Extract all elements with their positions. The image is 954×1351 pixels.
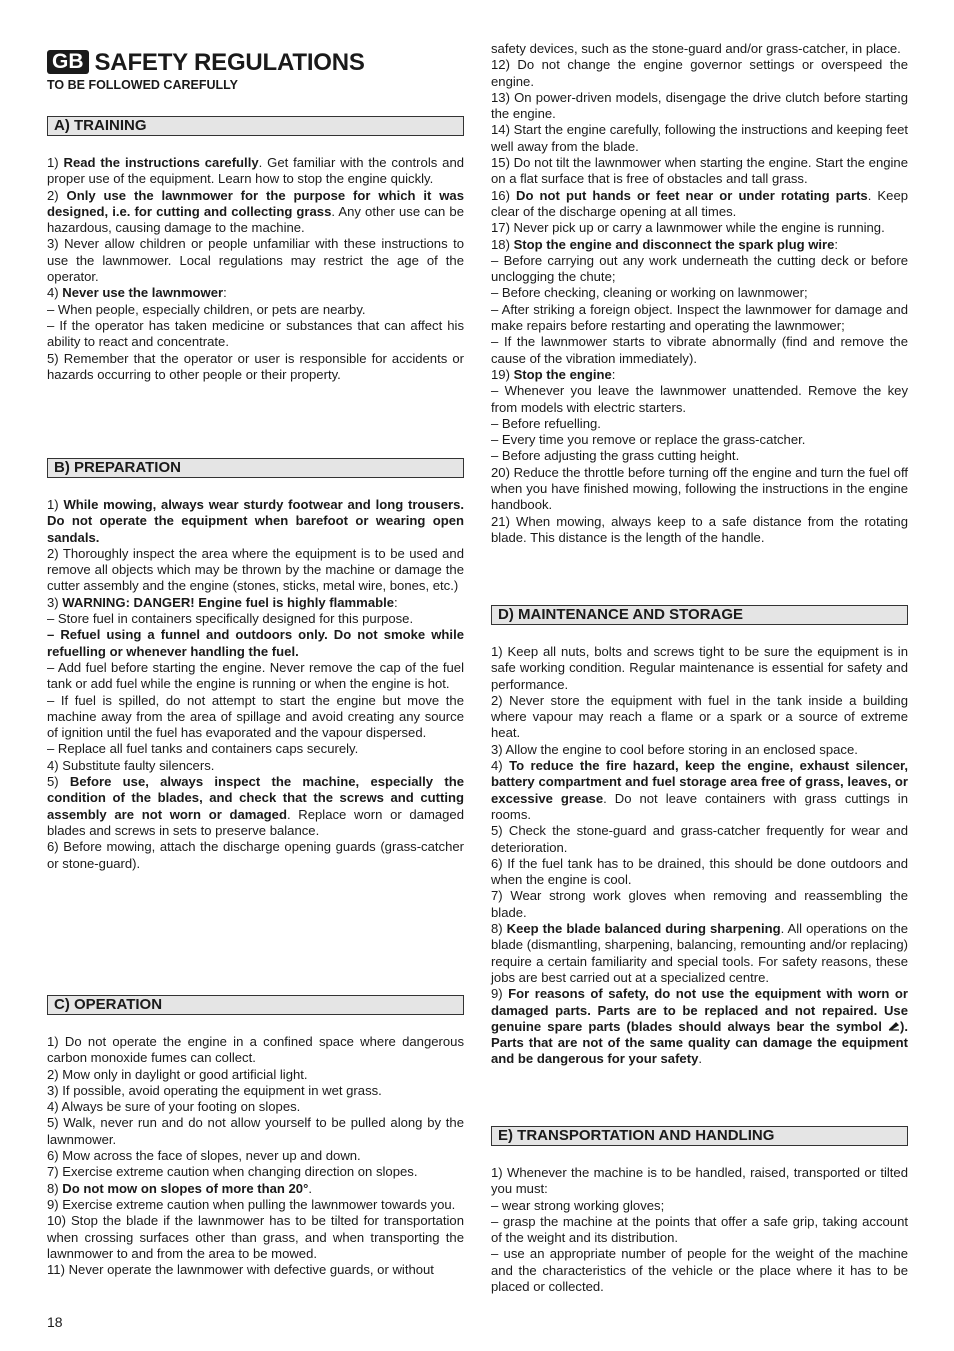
page-title: SAFETY REGULATIONS — [94, 49, 365, 76]
list-item — [491, 888, 908, 921]
list-item — [47, 1262, 464, 1278]
list-item — [491, 432, 908, 448]
item-text: 7) Wear strong work gloves when removing and reassembling the blade. — [491, 888, 908, 920]
item-text: 5) — [47, 774, 70, 790]
item-text: – Before carrying out any work underneath the cutting deck or before unclogging the chute; — [491, 252, 908, 285]
list-item — [491, 644, 908, 693]
item-text: 1) Keep all nuts, bolts and screws tight to be sure the equipment is in safe working condition. Regular maintenance is essential for safety and performance. — [491, 644, 908, 692]
list-item — [47, 1164, 464, 1180]
item-text: – use an appropriate number of people for the weight of the machine and the characteristics of the vehicle or the place where it has to be placed or collected. — [491, 1246, 908, 1295]
list-item — [47, 546, 464, 595]
list-item — [491, 986, 908, 1067]
item-text: 2) Mow only in daylight or good artificial light. — [47, 1066, 308, 1082]
item-text: 5) Check the stone-guard and grass-catcher frequently for wear and deterioration. — [491, 823, 908, 855]
list-item — [47, 1034, 464, 1067]
item-emphasis: Do not put hands or feet near or under rotating parts — [516, 187, 868, 203]
item-text: . All operations on the blade (dismantling, sharpening, balancing, remounting and/or replacing) require a certain familiarity and special tools. For safety reasons, these jobs are best carried out at a specialized centre. — [491, 921, 909, 985]
item-emphasis: – Refuel using a funnel and outdoors only. Do not smoke while refuelling or whenever handling the fuel. — [47, 627, 464, 659]
list-item — [491, 57, 908, 90]
list-item — [491, 823, 908, 856]
item-text: . — [698, 1051, 702, 1067]
item-text: 1) — [47, 155, 64, 170]
list-item — [47, 741, 464, 757]
list-item — [491, 742, 908, 758]
section-body-transportation — [491, 1165, 908, 1295]
item-text: 4) — [47, 285, 63, 301]
section-heading-operation: C) OPERATION — [47, 995, 464, 1015]
list-item — [491, 448, 908, 464]
list-item — [491, 367, 908, 383]
item-text: 9) Exercise extreme caution when pulling the lawnmower towards you. — [47, 1196, 456, 1212]
item-emphasis: Before use, always inspect the machine, especially the condition of the blades, and check that the screws and cutting assembly are not worn or damaged — [47, 774, 464, 822]
item-text: – If fuel is spilled, do not attempt to start the engine but move the machine away from the area of spillage and avoid creating any source of ignition until the fuel has evaporated and the vapour dispersed. — [47, 692, 464, 741]
item-text: 3) Never allow children or people unfamiliar with these instructions to use the lawnmower. Local regulations may restrict the age of the operator. — [47, 236, 464, 285]
item-text: – Before refuelling. — [491, 415, 601, 431]
item-text: – Before adjusting the grass cutting height. — [491, 448, 740, 464]
list-item — [491, 188, 908, 221]
item-text: safety devices, such as the stone-guard and/or grass-catcher, in place. — [491, 41, 901, 56]
section-body-maintenance — [491, 644, 908, 1068]
item-text: . Get familiar with the controls and proper use of the equipment. Learn how to stop the engine quickly. — [47, 155, 465, 187]
item-text: 21) When mowing, always keep to a safe distance from the rotating blade. This distance is the length of the handle. — [491, 513, 908, 545]
item-text: : — [611, 366, 616, 382]
item-text: 18) — [491, 236, 514, 252]
item-emphasis: Stop the engine and disconnect the spark plug wire — [513, 236, 835, 252]
section-heading-transportation: E) TRANSPORTATION AND HANDLING — [491, 1126, 908, 1146]
list-item — [47, 693, 464, 742]
item-text: 3) Allow the engine to cool before storing in an enclosed space. — [491, 741, 858, 757]
list-item — [491, 1214, 908, 1247]
item-text: 11) Never operate the lawnmower with defective guards, or without — [47, 1262, 434, 1278]
item-text: . Do not leave containers with grass cuttings in rooms. — [491, 790, 908, 822]
item-text: 17) Never pick up or carry a lawnmower while the engine is running. — [491, 220, 885, 236]
item-text: 16) — [491, 187, 516, 203]
item-text: 8) — [47, 1180, 63, 1196]
item-emphasis: For reasons of safety, do not use the equipment with worn or damaged parts. Parts are to be replaced and not repaired. Use genuine spare parts (blades should always bear the symbol — [491, 986, 909, 1034]
item-text: – Replace all fuel tanks and containers caps securely. — [47, 741, 359, 757]
item-text: 2) Thoroughly inspect the area where the equipment is to be used and remove all objects which may be thrown by the machine or damage the cutter assembly and the engine (stones, sticks, metal wire, bones, etc.) — [47, 545, 464, 594]
list-item — [47, 302, 464, 318]
page-number: 18 — [47, 1314, 63, 1330]
list-item — [47, 351, 464, 384]
item-text: 6) Mow across the face of slopes, never up and down. — [47, 1148, 361, 1164]
list-item — [491, 237, 908, 253]
list-item — [491, 465, 908, 514]
item-emphasis: WARNING: DANGER! Engine fuel is highly flammable — [62, 594, 395, 610]
item-text: – When people, especially children, or pets are nearby. — [47, 301, 366, 317]
item-text: – Store fuel in containers specifically designed for this purpose. — [47, 611, 414, 627]
item-text: . — [308, 1180, 312, 1196]
item-text: 4) Always be sure of your footing on slopes. — [47, 1099, 301, 1115]
list-item — [47, 611, 464, 627]
list-item — [47, 1181, 464, 1197]
item-text: 2) — [47, 187, 67, 203]
title-row — [47, 47, 467, 77]
item-text: – If the operator has taken medicine or substances that can affect his ability to react and concentrate. — [47, 317, 464, 350]
section-heading-maintenance: D) MAINTENANCE AND STORAGE — [491, 605, 908, 625]
list-item — [47, 1099, 464, 1115]
list-item — [491, 514, 908, 547]
item-text: 7) Exercise extreme caution when changing direction on slopes. — [47, 1164, 418, 1180]
list-item — [47, 774, 464, 839]
item-text: : — [834, 236, 839, 252]
item-text: 1) — [47, 497, 64, 512]
item-emphasis: Never use the lawnmower — [62, 285, 224, 301]
list-item — [47, 839, 464, 872]
language-badge: GB — [47, 50, 89, 74]
list-item — [47, 1115, 464, 1148]
list-item — [491, 1165, 908, 1198]
item-text: 6) Before mowing, attach the discharge opening guards (grass-catcher or stone-guard). — [47, 839, 464, 871]
item-text: 1) Whenever the machine is to be handled, raised, transported or tilted you must: — [491, 1165, 908, 1197]
list-item — [47, 1213, 464, 1262]
item-text: – grasp the machine at the points that offer a safe grip, taking account of the weight and its distribution. — [491, 1213, 908, 1246]
item-number: 9) — [491, 986, 509, 1002]
item-text: 19) — [491, 366, 514, 382]
item-text: 6) If the fuel tank has to be drained, this should be done outdoors and when the engine is cool. — [491, 855, 908, 888]
item-emphasis: To reduce the fire hazard, keep the engine, exhaust silencer, battery compartment and fuel storage area free of grass, leaves, or excessive grease — [491, 758, 909, 806]
list-item — [491, 41, 908, 57]
list-item — [47, 236, 464, 285]
list-item — [47, 627, 464, 660]
item-text: – wear strong working gloves; — [491, 1197, 665, 1213]
item-text: : — [223, 285, 227, 301]
section-heading-preparation: B) PREPARATION — [47, 458, 464, 478]
item-text: 3) — [47, 594, 63, 610]
list-item — [47, 285, 464, 301]
item-emphasis: While mowing, always wear sturdy footwear and long trousers. Do not operate the equipment when barefoot or wearing open sandals. — [47, 497, 465, 545]
item-text: 1) Do not operate the engine in a confined space where dangerous carbon monoxide fumes can collect. — [47, 1034, 464, 1066]
list-item — [47, 1197, 464, 1213]
item-text: 5) Remember that the operator or user is responsible for accidents or hazards occurring to other people or their property. — [47, 350, 464, 382]
item-text: 8) — [491, 921, 507, 937]
list-item — [491, 90, 908, 123]
item-text: 4) Substitute faulty silencers. — [47, 757, 215, 773]
item-emphasis: Stop the engine — [513, 366, 612, 382]
list-item — [491, 856, 908, 889]
item-text: 10) Stop the blade if the lawnmower has to be tilted for transportation when crossing surfaces other than grass, and when transporting the lawnmower to and from the area to be mowed. — [47, 1213, 464, 1261]
blade-symbol-icon — [888, 1021, 900, 1031]
list-item — [491, 1246, 908, 1295]
item-emphasis: Read the instructions carefully — [63, 155, 259, 170]
list-item — [491, 1198, 908, 1214]
list-item — [491, 693, 908, 742]
list-item — [47, 758, 464, 774]
item-emphasis: ). Parts that are not of the same quality can damage the equipment and be dangerous for your safety — [491, 1018, 908, 1067]
item-emphasis: Only use the lawnmower for the purpose for which it was designed, i.e. for cutting and collecting grass — [47, 187, 465, 219]
list-item — [491, 220, 908, 236]
list-item — [491, 416, 908, 432]
item-text: 14) Start the engine carefully, following the instructions and keeping feet well away from the blade. — [491, 122, 908, 154]
item-text: . Keep clear of the discharge opening at all times. — [491, 187, 909, 219]
list-item — [47, 595, 464, 611]
list-item — [47, 1148, 464, 1164]
section-body-operation — [47, 1034, 464, 1278]
section-body-preparation — [47, 497, 464, 872]
item-text: 20) Reduce the throttle before turning off the engine and turn the fuel off when you have finished mowing, following the instructions in the engine handbook. — [491, 464, 908, 513]
section-heading-training: A) TRAINING — [47, 116, 464, 136]
item-text: 12) Do not change the engine governor settings or overspeed the engine. — [491, 57, 908, 89]
list-item — [491, 758, 908, 823]
item-text: – Before checking, cleaning or working on lawnmower; — [491, 285, 808, 301]
list-item — [47, 1083, 464, 1099]
item-text: 2) Never store the equipment with fuel in the tank inside a building where vapour may reach a flame or a spark or a source of extreme heat. — [491, 692, 908, 741]
item-text: – After striking a foreign object. Inspect the lawnmower for damage and make repairs before restarting and operating the lawnmower; — [491, 301, 908, 334]
list-item — [491, 334, 908, 367]
page-header — [47, 47, 467, 93]
maintenance-items — [491, 644, 908, 986]
list-item — [491, 285, 908, 301]
list-item — [47, 155, 464, 188]
list-item — [491, 921, 908, 986]
item-text: – Whenever you leave the lawnmower unattended. Remove the key from models with electric starters. — [491, 383, 908, 415]
item-emphasis: Keep the blade balanced during sharpening — [506, 921, 781, 937]
item-text: 13) On power-driven models, disengage the drive clutch before starting the engine. — [491, 89, 908, 122]
item-text: 4) — [491, 758, 510, 774]
list-item — [491, 253, 908, 286]
item-text: 5) Walk, never run and do not allow yourself to be pulled along by the lawnmower. — [47, 1115, 464, 1147]
list-item — [491, 155, 908, 188]
item-text: . Any other use can be hazardous, causing damage to the machine. — [47, 203, 464, 236]
list-item — [47, 660, 464, 693]
item-text: . Replace worn or damaged blades and screws in sets to preserve balance. — [47, 806, 464, 838]
item-text: 15) Do not tilt the lawnmower when starting the engine. Start the engine on a flat surface that is free of obstacles and tall grass. — [491, 155, 908, 187]
item-emphasis: Do not mow on slopes of more than 20° — [62, 1180, 309, 1196]
list-item — [491, 383, 908, 416]
page-subtitle: TO BE FOLLOWED CAREFULLY — [47, 78, 238, 92]
item-text: 3) If possible, avoid operating the equipment in wet grass. — [47, 1082, 382, 1098]
list-item — [47, 1067, 464, 1083]
section-body-training — [47, 155, 464, 383]
item-text: : — [394, 594, 398, 610]
item-text: – Every time you remove or replace the grass-catcher. — [491, 432, 806, 448]
list-item — [47, 188, 464, 237]
list-item — [491, 302, 908, 335]
list-item — [47, 497, 464, 546]
item-text: – If the lawnmower starts to vibrate abnormally (find and remove the cause of the vibration immediately). — [491, 334, 908, 366]
list-item — [491, 122, 908, 155]
section-body-operation-continued — [491, 41, 908, 546]
item-text: – Add fuel before starting the engine. Never remove the cap of the fuel tank or add fuel while the engine is running or when the engine is hot. — [47, 659, 464, 692]
list-item — [47, 318, 464, 351]
